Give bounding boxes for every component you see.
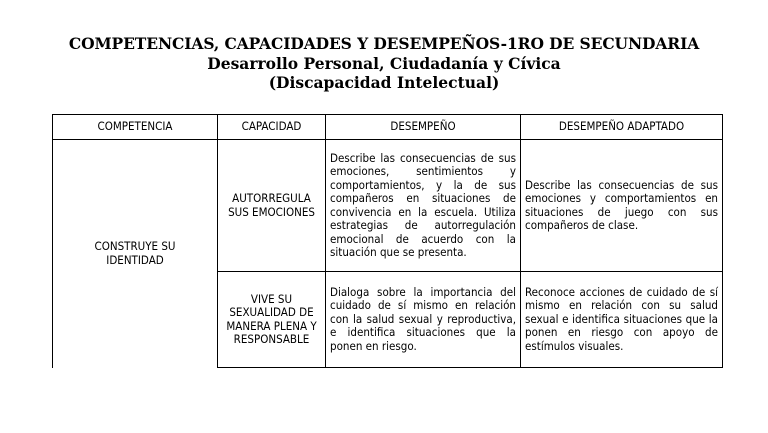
document-subtitle-2: (Discapacidad Intelectual) bbox=[268, 73, 500, 92]
competencias-table bbox=[52, 114, 723, 368]
capacidad-cell: AUTORREGULA SUS EMOCIONES bbox=[218, 140, 326, 272]
desempeno-adaptado-cell: Reconoce acciones de cuidado de sí mismo en relación con su salud sexual e identifica situaciones que la ponen en riesgo con apoyo de estímulos visuales. bbox=[521, 272, 723, 368]
table-row bbox=[53, 140, 723, 272]
capacidad-cell: VIVE SU SEXUALIDAD DE MANERA PLENA Y RESPONSABLE bbox=[218, 272, 326, 368]
desempeno-cell: Dialoga sobre la importancia del cuidado de sí mismo en relación con la salud sexual y reproductiva, e identifica situaciones que la ponen en riesgo. bbox=[326, 272, 521, 368]
document-subtitle: Desarrollo Personal, Ciudadanía y Cívica bbox=[207, 54, 561, 73]
competencia-label: CONSTRUYE SU IDENTIDAD bbox=[94, 239, 176, 267]
header-capacidad: CAPACIDAD bbox=[218, 115, 326, 140]
header-desempeno-adaptado: DESEMPEÑO ADAPTADO bbox=[521, 115, 723, 140]
document-title: COMPETENCIAS, CAPACIDADES Y DESEMPEÑOS-1RO DE SECUNDARIA bbox=[68, 34, 700, 53]
competencia-cell bbox=[53, 140, 218, 368]
header-desempeno: DESEMPEÑO bbox=[326, 115, 521, 140]
desempeno-adaptado-cell: Describe las consecuencias de sus emociones y comportamientos en situaciones de juego con sus compañeros de clase. bbox=[521, 140, 723, 272]
desempeno-cell: Describe las consecuencias de sus emociones, sentimientos y comportamientos, y la de sus compañeros en situaciones de convivencia en la escuela. Utiliza estrategias de autorregulación emocional de acuerdo con la situación que se presenta. bbox=[326, 140, 521, 272]
table-header-row bbox=[53, 115, 723, 140]
header-competencia: COMPETENCIA bbox=[53, 115, 218, 140]
document-title-block bbox=[0, 34, 768, 92]
